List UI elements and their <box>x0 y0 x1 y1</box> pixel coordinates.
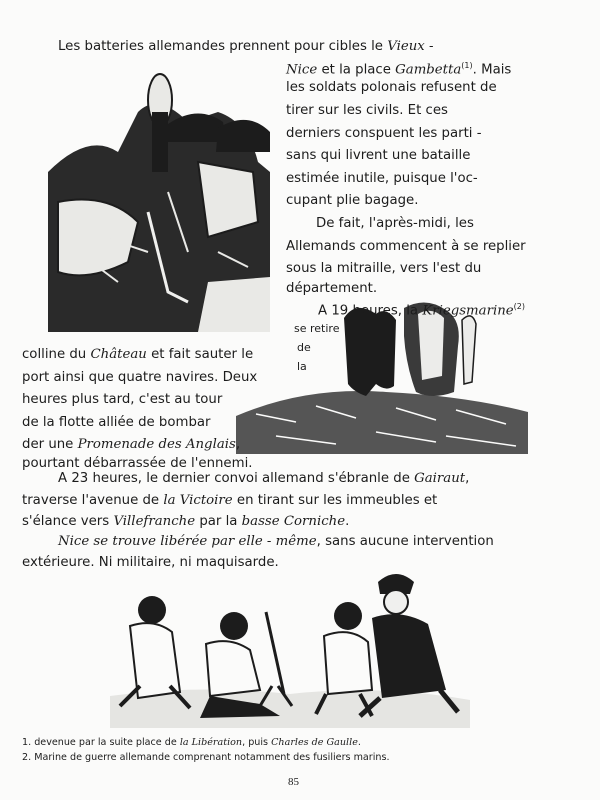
text-span: cupant plie bagage. <box>286 193 419 208</box>
text-span: et la place <box>317 62 396 78</box>
text-span: colline du <box>22 347 91 362</box>
soldiers-mortar-illustration <box>48 52 270 332</box>
footnote-ref: (2) <box>513 302 525 311</box>
text-span: en tirant sur les immeubles et <box>232 493 438 508</box>
text-line <box>22 369 257 386</box>
text-line <box>22 436 240 453</box>
text-line <box>316 215 474 232</box>
text-span: Les batteries allemandes prennent pour cibles le <box>58 39 388 54</box>
place-name: Promenade des Anglais <box>77 437 236 452</box>
text-span: 1. devenue par la suite place de <box>22 737 180 748</box>
place-name: basse Corniche <box>241 514 346 529</box>
place-name: Kriegsmarine <box>422 303 514 319</box>
text-line <box>297 358 307 375</box>
text-span: se retire <box>294 322 340 335</box>
footnote <box>22 752 390 764</box>
text-span: . <box>345 514 350 529</box>
text-span: port ainsi que quatre navires. Deux <box>22 370 258 385</box>
text-line <box>286 125 482 142</box>
text-line <box>294 320 339 337</box>
text-line <box>286 147 470 164</box>
resting-fighters-illustration <box>110 566 470 728</box>
text-line <box>286 260 481 277</box>
text-span: , puis <box>242 737 272 748</box>
text-line <box>286 238 526 255</box>
text-span: A 19 heures, la <box>318 303 423 319</box>
text-span: estimée inutile, puisque l'oc- <box>286 171 478 186</box>
text-line <box>297 339 311 356</box>
text-span: s'élance vers <box>22 514 114 529</box>
place-name: Nice <box>286 62 318 78</box>
text-line <box>22 346 253 363</box>
text-line <box>58 470 469 487</box>
text-span: extérieure. Ni militaire, ni maquisarde. <box>22 555 279 570</box>
text-span: par la <box>195 514 242 529</box>
text-line <box>22 554 279 571</box>
place-name: la Libération <box>179 737 243 748</box>
text-line <box>22 414 211 431</box>
text-line <box>286 192 418 209</box>
text-line <box>286 102 448 119</box>
text-span: , <box>465 471 470 486</box>
text-line <box>22 391 222 408</box>
text-span: Allemands commencent à se replier <box>286 239 526 254</box>
place-name: Gairaut <box>414 471 466 486</box>
text-span: sans qui livrent une bataille <box>286 148 471 163</box>
place-name: Château <box>90 347 147 362</box>
text-span: , sans aucune intervention <box>316 534 494 549</box>
place-name: Gambetta <box>395 62 462 78</box>
harbor-explosion-illustration <box>236 296 528 454</box>
text-span: département. <box>286 281 378 296</box>
text-span: traverse l'avenue de <box>22 493 164 508</box>
text-span: les soldats polonais refusent de <box>286 80 497 95</box>
text-span: pourtant débarrassée de l'ennemi. <box>22 456 253 471</box>
text-span: , <box>235 437 241 452</box>
text-line <box>22 513 349 530</box>
text-span: De fait, l'après-midi, les <box>316 216 474 231</box>
text-line <box>22 492 437 509</box>
text-line <box>286 79 497 96</box>
place-name: Charles de Gaulle <box>271 737 358 748</box>
place-name: Villefranche <box>113 514 196 529</box>
footnote-ref: (1) <box>461 61 473 70</box>
text-line <box>286 280 377 297</box>
text-line <box>58 38 433 55</box>
text-span: derniers conspuent les parti - <box>286 126 482 141</box>
footnote <box>22 737 361 749</box>
text-span: A 23 heures, le dernier convoi allemand s'ébranle de <box>58 471 415 486</box>
place-name: Nice se trouve libérée par elle - même <box>58 534 317 549</box>
text-line <box>58 533 494 550</box>
text-span: et fait sauter le <box>146 347 254 362</box>
text-line <box>286 57 511 78</box>
page-number: 85 <box>288 776 299 788</box>
text-span: tirer sur les civils. Et ces <box>286 103 448 118</box>
text-span: heures plus tard, c'est au tour <box>22 392 223 407</box>
text-span: 2. Marine de guerre allemande comprenant notamment des fusiliers marins. <box>22 752 390 763</box>
place-name: la Victoire <box>163 493 233 508</box>
text-span: de <box>297 341 311 354</box>
text-span: . Mais <box>472 62 512 78</box>
text-line <box>286 170 478 187</box>
place-name: Vieux - <box>387 39 434 54</box>
text-span: . <box>357 737 361 748</box>
text-span: sous la mitraille, vers l'est du <box>286 261 482 276</box>
text-span: la <box>297 360 307 373</box>
text-span: der une <box>22 437 78 452</box>
text-span: de la flotte alliée de bombar <box>22 415 211 430</box>
text-line <box>318 298 525 319</box>
